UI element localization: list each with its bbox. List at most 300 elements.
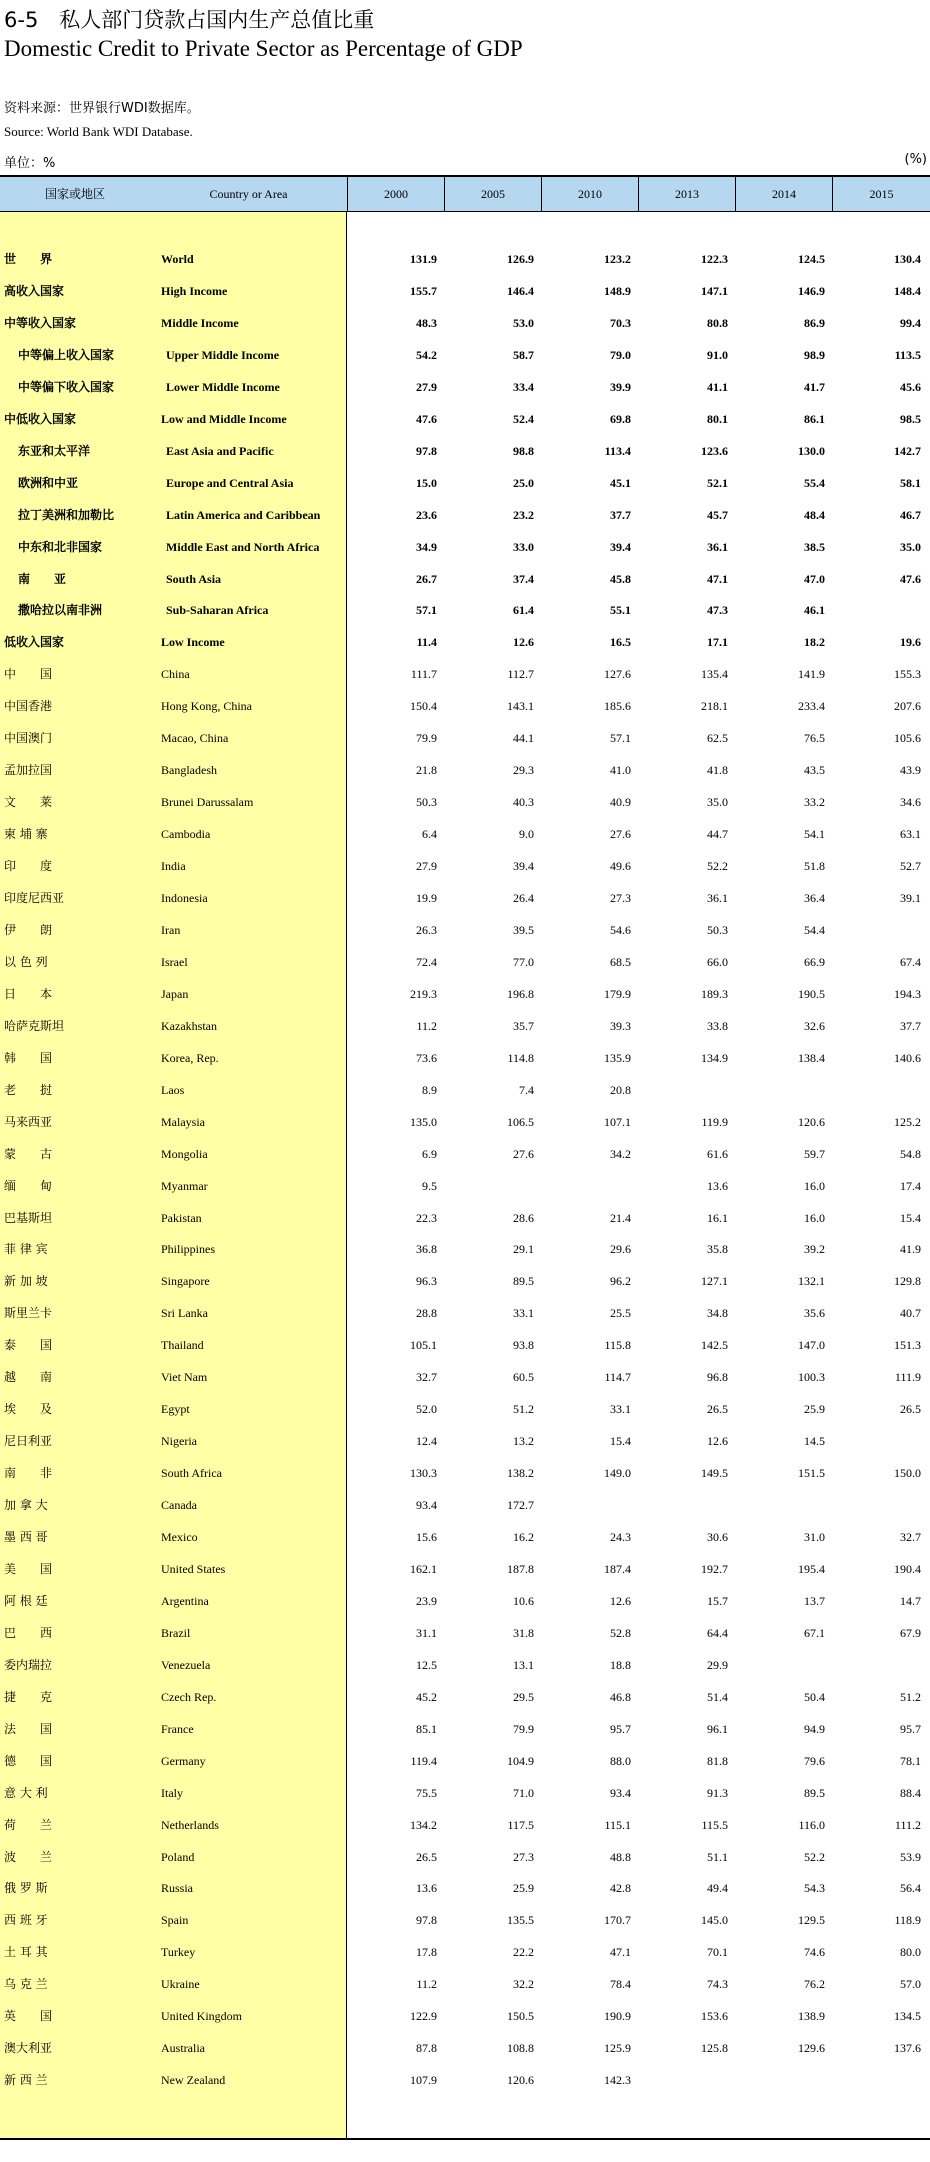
value-cell: 148.9 [604, 283, 631, 298]
country-name-en: Indonesia [161, 891, 208, 905]
country-name-en: Mongolia [161, 1146, 208, 1161]
table-row [0, 1144, 930, 1164]
country-name-en: East Asia and Pacific [166, 443, 274, 458]
unit-label-right: (%) [904, 152, 927, 167]
value-cell: 9.5 [422, 1178, 437, 1193]
value-cell: 18.2 [804, 635, 825, 650]
country-name-en: Kazakhstan [161, 1018, 217, 1033]
value-cell: 194.3 [894, 986, 921, 1001]
value-cell: 51.2 [900, 1689, 921, 1704]
country-name-en: Canada [161, 1498, 197, 1513]
country-name-en: Lower Middle Income [166, 379, 280, 394]
table-row [0, 1847, 930, 1867]
value-cell: 134.2 [410, 1817, 437, 1832]
value-cell: 190.4 [894, 1561, 921, 1576]
country-name-en: Myanmar [161, 1178, 208, 1193]
country-name-cn: 中等偏下收入国家 [18, 379, 115, 394]
value-cell: 36.4 [804, 891, 825, 905]
value-cell: 122.9 [410, 2009, 437, 2024]
country-name-en: Spain [161, 1913, 189, 1928]
value-cell: 19.6 [900, 635, 921, 650]
value-cell: 46.8 [610, 1689, 631, 1704]
value-cell: 104.9 [507, 1753, 534, 1768]
value-cell: 88.0 [610, 1753, 631, 1768]
value-cell: 80.8 [707, 315, 728, 330]
value-cell: 51.2 [513, 1402, 534, 1417]
table-row [0, 441, 930, 461]
value-cell: 58.7 [513, 347, 534, 362]
table-row [0, 952, 930, 972]
table-row [0, 920, 930, 940]
table-row [0, 1751, 930, 1771]
value-cell: 150.5 [507, 2009, 534, 2024]
value-cell: 26.4 [513, 891, 534, 905]
country-name-cn: 波 兰 [4, 1849, 53, 1864]
value-cell: 50.3 [416, 795, 437, 810]
country-name-cn: 新 加 坡 [4, 1274, 48, 1289]
value-cell: 91.0 [707, 347, 728, 362]
value-cell: 25.5 [610, 1306, 631, 1321]
value-cell: 37.7 [610, 507, 631, 522]
table-row [0, 760, 930, 780]
country-name-en: Argentina [161, 1593, 209, 1608]
value-cell: 57.1 [416, 603, 437, 618]
table-row [0, 313, 930, 333]
value-cell: 13.7 [804, 1593, 825, 1608]
country-name-en: South Africa [161, 1466, 222, 1481]
value-cell: 34.2 [610, 1146, 631, 1161]
table-row [0, 1080, 930, 1100]
country-name-cn: 俄 罗 斯 [4, 1881, 48, 1896]
value-cell: 45.7 [707, 507, 728, 522]
value-cell: 15.7 [707, 1593, 728, 1608]
value-cell: 57.1 [610, 731, 631, 746]
value-cell: 13.2 [513, 1434, 534, 1449]
value-cell: 96.1 [707, 1721, 728, 1736]
value-cell: 17.1 [707, 635, 728, 650]
header-year: 2013 [638, 177, 735, 211]
value-cell: 145.0 [701, 1913, 728, 1928]
country-name-en: Europe and Central Asia [166, 475, 294, 490]
value-cell: 75.5 [416, 1785, 437, 1800]
country-name-cn: 法 国 [4, 1721, 53, 1736]
country-name-cn: 日 本 [4, 986, 53, 1001]
country-name-en: India [161, 859, 186, 874]
value-cell: 93.8 [513, 1338, 534, 1353]
value-cell: 147.1 [701, 283, 728, 298]
value-cell: 119.4 [410, 1753, 437, 1768]
value-cell: 22.3 [416, 1210, 437, 1225]
value-cell: 29.5 [513, 1689, 534, 1704]
value-cell: 95.7 [900, 1721, 921, 1736]
source-note-chinese: 资料来源：世界银行WDI数据库。 [4, 101, 200, 116]
value-cell: 107.9 [410, 2073, 437, 2088]
value-cell: 52.7 [900, 859, 921, 874]
value-cell: 79.9 [416, 731, 437, 746]
value-cell: 190.5 [798, 986, 825, 1001]
value-cell: 89.5 [513, 1274, 534, 1289]
value-cell: 79.0 [610, 347, 631, 362]
value-cell: 47.6 [416, 411, 437, 426]
country-name-cn: 南 非 [4, 1466, 53, 1481]
value-cell: 189.3 [701, 986, 728, 1001]
country-name-cn: 捷 克 [4, 1689, 53, 1704]
value-cell: 16.5 [610, 635, 631, 650]
value-cell: 58.1 [900, 475, 921, 490]
country-name-en: Low Income [161, 635, 225, 650]
value-cell: 33.4 [513, 379, 534, 394]
country-name-cn: 哈萨克斯坦 [4, 1018, 65, 1033]
country-name-cn: 巴 西 [4, 1625, 53, 1640]
table-row [0, 632, 930, 652]
value-cell: 40.3 [513, 795, 534, 810]
value-cell: 39.4 [610, 539, 631, 554]
table-row [0, 473, 930, 493]
country-name-en: United States [161, 1561, 226, 1576]
table-row [0, 888, 930, 908]
value-cell: 155.7 [410, 283, 437, 298]
value-cell: 31.8 [513, 1625, 534, 1640]
value-cell: 134.9 [701, 1050, 728, 1065]
value-cell: 129.6 [798, 2041, 825, 2056]
country-name-en: Sub-Saharan Africa [166, 603, 269, 618]
country-name-en: Brazil [161, 1625, 191, 1640]
country-name-cn: 加 拿 大 [4, 1498, 48, 1513]
country-name-en: Thailand [161, 1338, 204, 1353]
country-name-cn: 南 亚 [18, 571, 67, 586]
country-name-cn: 美 国 [4, 1561, 53, 1576]
value-cell: 28.6 [513, 1210, 534, 1225]
value-cell: 219.3 [410, 986, 437, 1001]
value-cell: 86.9 [804, 315, 825, 330]
value-cell: 115.8 [604, 1338, 631, 1353]
country-name-cn: 中 国 [4, 667, 53, 682]
value-cell: 114.7 [604, 1370, 631, 1385]
value-cell: 32.6 [804, 1018, 825, 1033]
value-cell: 107.1 [604, 1114, 631, 1129]
value-cell: 71.0 [513, 1785, 534, 1800]
table-row [0, 1303, 930, 1323]
value-cell: 13.6 [416, 1881, 437, 1896]
table-row [0, 792, 930, 812]
value-cell: 61.4 [513, 603, 534, 618]
country-name-en: Czech Rep. [161, 1689, 217, 1704]
value-cell: 31.0 [804, 1530, 825, 1544]
table-row [0, 600, 930, 620]
country-name-cn: 巴基斯坦 [4, 1210, 53, 1225]
value-cell: 96.8 [707, 1370, 728, 1385]
value-cell: 86.1 [804, 411, 825, 426]
country-name-cn: 中国澳门 [4, 731, 53, 746]
value-cell: 52.2 [804, 1849, 825, 1864]
country-name-cn: 以 色 列 [4, 954, 48, 969]
value-cell: 113.5 [894, 347, 921, 362]
country-name-en: New Zealand [161, 2073, 226, 2088]
value-cell: 54.1 [804, 827, 825, 842]
value-cell: 120.6 [507, 2073, 534, 2088]
value-cell: 21.8 [416, 763, 437, 778]
country-name-cn: 撒哈拉以南非洲 [18, 603, 103, 618]
table-row [0, 1878, 930, 1898]
value-cell: 33.0 [513, 539, 534, 554]
value-cell: 41.1 [707, 379, 728, 394]
value-cell: 146.4 [507, 283, 534, 298]
country-name-cn: 意 大 利 [4, 1785, 48, 1800]
value-cell: 52.4 [513, 411, 534, 426]
value-cell: 185.6 [604, 699, 631, 714]
value-cell: 27.9 [416, 379, 437, 394]
country-name-cn: 韩 国 [4, 1050, 53, 1065]
value-cell: 23.6 [416, 507, 437, 522]
value-cell: 13.6 [707, 1178, 728, 1193]
table-row [0, 1783, 930, 1803]
table-row [0, 728, 930, 748]
value-cell: 172.7 [507, 1498, 534, 1513]
value-cell: 54.4 [804, 922, 825, 937]
country-name-en: Germany [161, 1753, 206, 1768]
country-name-en: World [161, 252, 194, 266]
value-cell: 130.3 [410, 1466, 437, 1481]
value-cell: 45.6 [900, 379, 921, 394]
value-cell: 57.0 [900, 1977, 921, 1992]
value-cell: 33.8 [707, 1018, 728, 1033]
country-name-cn: 泰 国 [4, 1338, 53, 1353]
country-name-cn: 中国香港 [4, 699, 53, 714]
country-name-cn: 德 国 [4, 1753, 53, 1768]
value-cell: 142.7 [894, 443, 921, 458]
header-year: 2005 [444, 177, 541, 211]
value-cell: 55.4 [804, 475, 825, 490]
country-name-cn: 新 西 兰 [4, 2073, 48, 2088]
country-name-cn: 阿 根 廷 [4, 1593, 48, 1608]
table-row [0, 1367, 930, 1387]
value-cell: 6.9 [422, 1146, 437, 1161]
value-cell: 85.1 [416, 1721, 437, 1736]
value-cell: 30.6 [707, 1530, 728, 1544]
table-row [0, 1399, 930, 1419]
value-cell: 53.0 [513, 315, 534, 330]
table-row [0, 537, 930, 557]
country-name-en: South Asia [166, 571, 222, 586]
country-name-cn: 菲 律 宾 [4, 1242, 48, 1257]
value-cell: 43.9 [900, 763, 921, 778]
value-cell: 48.3 [416, 315, 437, 330]
value-cell: 135.5 [507, 1913, 534, 1928]
value-cell: 53.9 [900, 1849, 921, 1864]
value-cell: 26.3 [416, 922, 437, 937]
country-name-cn: 文 莱 [4, 795, 53, 810]
country-name-cn: 老 挝 [4, 1082, 53, 1097]
value-cell: 122.3 [701, 252, 728, 266]
value-cell: 123.6 [701, 443, 728, 458]
value-cell: 27.6 [513, 1146, 534, 1161]
value-cell: 27.6 [610, 827, 631, 842]
value-cell: 37.4 [513, 571, 534, 586]
value-cell: 54.3 [804, 1881, 825, 1896]
value-cell: 6.4 [422, 827, 437, 842]
value-cell: 32.2 [513, 1977, 534, 1992]
value-cell: 27.3 [513, 1849, 534, 1864]
value-cell: 45.2 [416, 1689, 437, 1704]
value-cell: 14.5 [804, 1434, 825, 1449]
value-cell: 69.8 [610, 411, 631, 426]
value-cell: 29.9 [707, 1657, 728, 1672]
country-name-en: Sri Lanka [161, 1306, 208, 1321]
country-name-en: China [161, 667, 190, 682]
value-cell: 62.5 [707, 731, 728, 746]
value-cell: 16.2 [513, 1530, 534, 1544]
value-cell: 147.0 [798, 1338, 825, 1353]
value-cell: 76.5 [804, 731, 825, 746]
country-name-en: Poland [161, 1849, 195, 1864]
country-name-cn: 印度尼西亚 [4, 891, 65, 905]
value-cell: 150.4 [410, 699, 437, 714]
table-row [0, 1176, 930, 1196]
value-cell: 91.3 [707, 1785, 728, 1800]
table-row [0, 505, 930, 525]
value-cell: 79.9 [513, 1721, 534, 1736]
value-cell: 129.8 [894, 1274, 921, 1289]
country-name-cn: 欧洲和中亚 [18, 475, 79, 490]
country-name-cn: 缅 甸 [4, 1178, 53, 1193]
table-row [0, 2070, 930, 2090]
value-cell: 46.7 [900, 507, 921, 522]
value-cell: 36.8 [416, 1242, 437, 1257]
value-cell: 52.8 [610, 1625, 631, 1640]
country-name-cn: 中低收入国家 [4, 411, 77, 426]
table-row [0, 1687, 930, 1707]
value-cell: 66.9 [804, 954, 825, 969]
value-cell: 27.3 [610, 891, 631, 905]
country-name-cn: 中东和北非国家 [18, 539, 103, 554]
value-cell: 45.1 [610, 475, 631, 490]
value-cell: 31.1 [416, 1625, 437, 1640]
value-cell: 16.0 [804, 1178, 825, 1193]
value-cell: 112.7 [507, 667, 534, 682]
value-cell: 52.2 [707, 859, 728, 874]
table-row [0, 345, 930, 365]
value-cell: 149.0 [604, 1466, 631, 1481]
value-cell: 142.3 [604, 2073, 631, 2088]
value-cell: 48.4 [804, 507, 825, 522]
value-cell: 80.0 [900, 1945, 921, 1960]
country-name-cn: 柬 埔 寨 [4, 827, 48, 842]
table-row [0, 1623, 930, 1643]
country-name-cn: 英 国 [4, 2009, 53, 2024]
country-name-en: Ukraine [161, 1977, 200, 1992]
country-name-en: Australia [161, 2041, 205, 2056]
value-cell: 108.8 [507, 2041, 534, 2056]
value-cell: 155.3 [894, 667, 921, 682]
table-body [0, 177, 930, 2138]
table-row [0, 1591, 930, 1611]
value-cell: 143.1 [507, 699, 534, 714]
value-cell: 149.5 [701, 1466, 728, 1481]
table-row [0, 1655, 930, 1675]
value-cell: 47.3 [707, 603, 728, 618]
country-name-en: Bangladesh [161, 763, 217, 778]
value-cell: 127.6 [604, 667, 631, 682]
value-cell: 135.4 [701, 667, 728, 682]
value-cell: 50.4 [804, 1689, 825, 1704]
value-cell: 29.1 [513, 1242, 534, 1257]
value-cell: 179.9 [604, 986, 631, 1001]
country-name-cn: 斯里兰卡 [4, 1306, 53, 1321]
value-cell: 87.8 [416, 2041, 437, 2056]
value-cell: 40.9 [610, 795, 631, 810]
country-name-en: Japan [161, 986, 189, 1001]
value-cell: 12.5 [416, 1657, 437, 1672]
value-cell: 114.8 [507, 1050, 534, 1065]
table-row [0, 1239, 930, 1259]
value-cell: 170.7 [604, 1913, 631, 1928]
value-cell: 26.5 [416, 1849, 437, 1864]
value-cell: 13.1 [513, 1657, 534, 1672]
value-cell: 11.2 [416, 1977, 437, 1992]
value-cell: 138.2 [507, 1466, 534, 1481]
value-cell: 115.5 [701, 1817, 728, 1832]
table-row [0, 1974, 930, 1994]
value-cell: 17.8 [416, 1945, 437, 1960]
country-name-en: Venezuela [161, 1657, 211, 1672]
country-name-en: Brunei Darussalam [161, 795, 254, 810]
table-row [0, 409, 930, 429]
value-cell: 138.4 [798, 1050, 825, 1065]
value-cell: 150.0 [894, 1466, 921, 1481]
unit-label: 单位：% [4, 156, 56, 171]
country-name-cn: 低收入国家 [4, 635, 65, 650]
value-cell: 138.9 [798, 2009, 825, 2024]
value-cell: 34.9 [416, 539, 437, 554]
value-cell: 95.7 [610, 1721, 631, 1736]
country-name-en: Italy [161, 1785, 183, 1800]
country-name-en: Nigeria [161, 1434, 197, 1449]
country-name-cn: 马来西亚 [4, 1114, 53, 1129]
country-name-en: Upper Middle Income [166, 347, 280, 362]
page-title-chinese: 6-5 私人部门贷款占国内生产总值比重 [4, 8, 375, 32]
value-cell: 146.9 [798, 283, 825, 298]
value-cell: 56.4 [900, 1881, 921, 1896]
value-cell: 35.6 [804, 1306, 825, 1321]
country-name-cn: 中等收入国家 [4, 315, 77, 330]
header-country-en: Country or Area [209, 187, 288, 201]
country-name-en: Hong Kong, China [161, 699, 252, 714]
table-row [0, 249, 930, 269]
value-cell: 9.0 [519, 827, 534, 842]
value-cell: 22.2 [513, 1945, 534, 1960]
value-cell: 8.9 [422, 1082, 437, 1097]
value-cell: 51.4 [707, 1689, 728, 1704]
country-name-en: Pakistan [161, 1210, 202, 1225]
value-cell: 41.9 [900, 1242, 921, 1257]
value-cell: 207.6 [894, 699, 921, 714]
header-year: 2010 [541, 177, 638, 211]
value-cell: 77.0 [513, 954, 534, 969]
data-table [0, 175, 930, 2140]
value-cell: 39.1 [900, 891, 921, 905]
country-name-en: Latin America and Caribbean [166, 507, 321, 522]
table-row [0, 1559, 930, 1579]
value-cell: 25.0 [513, 475, 534, 490]
value-cell: 233.4 [798, 699, 825, 714]
country-name-cn: 孟加拉国 [4, 763, 53, 778]
country-name-en: Singapore [161, 1274, 210, 1289]
value-cell: 47.6 [900, 571, 921, 586]
value-cell: 67.4 [900, 954, 921, 969]
value-cell: 44.7 [707, 827, 728, 842]
value-cell: 97.8 [416, 443, 437, 458]
value-cell: 41.8 [707, 763, 728, 778]
